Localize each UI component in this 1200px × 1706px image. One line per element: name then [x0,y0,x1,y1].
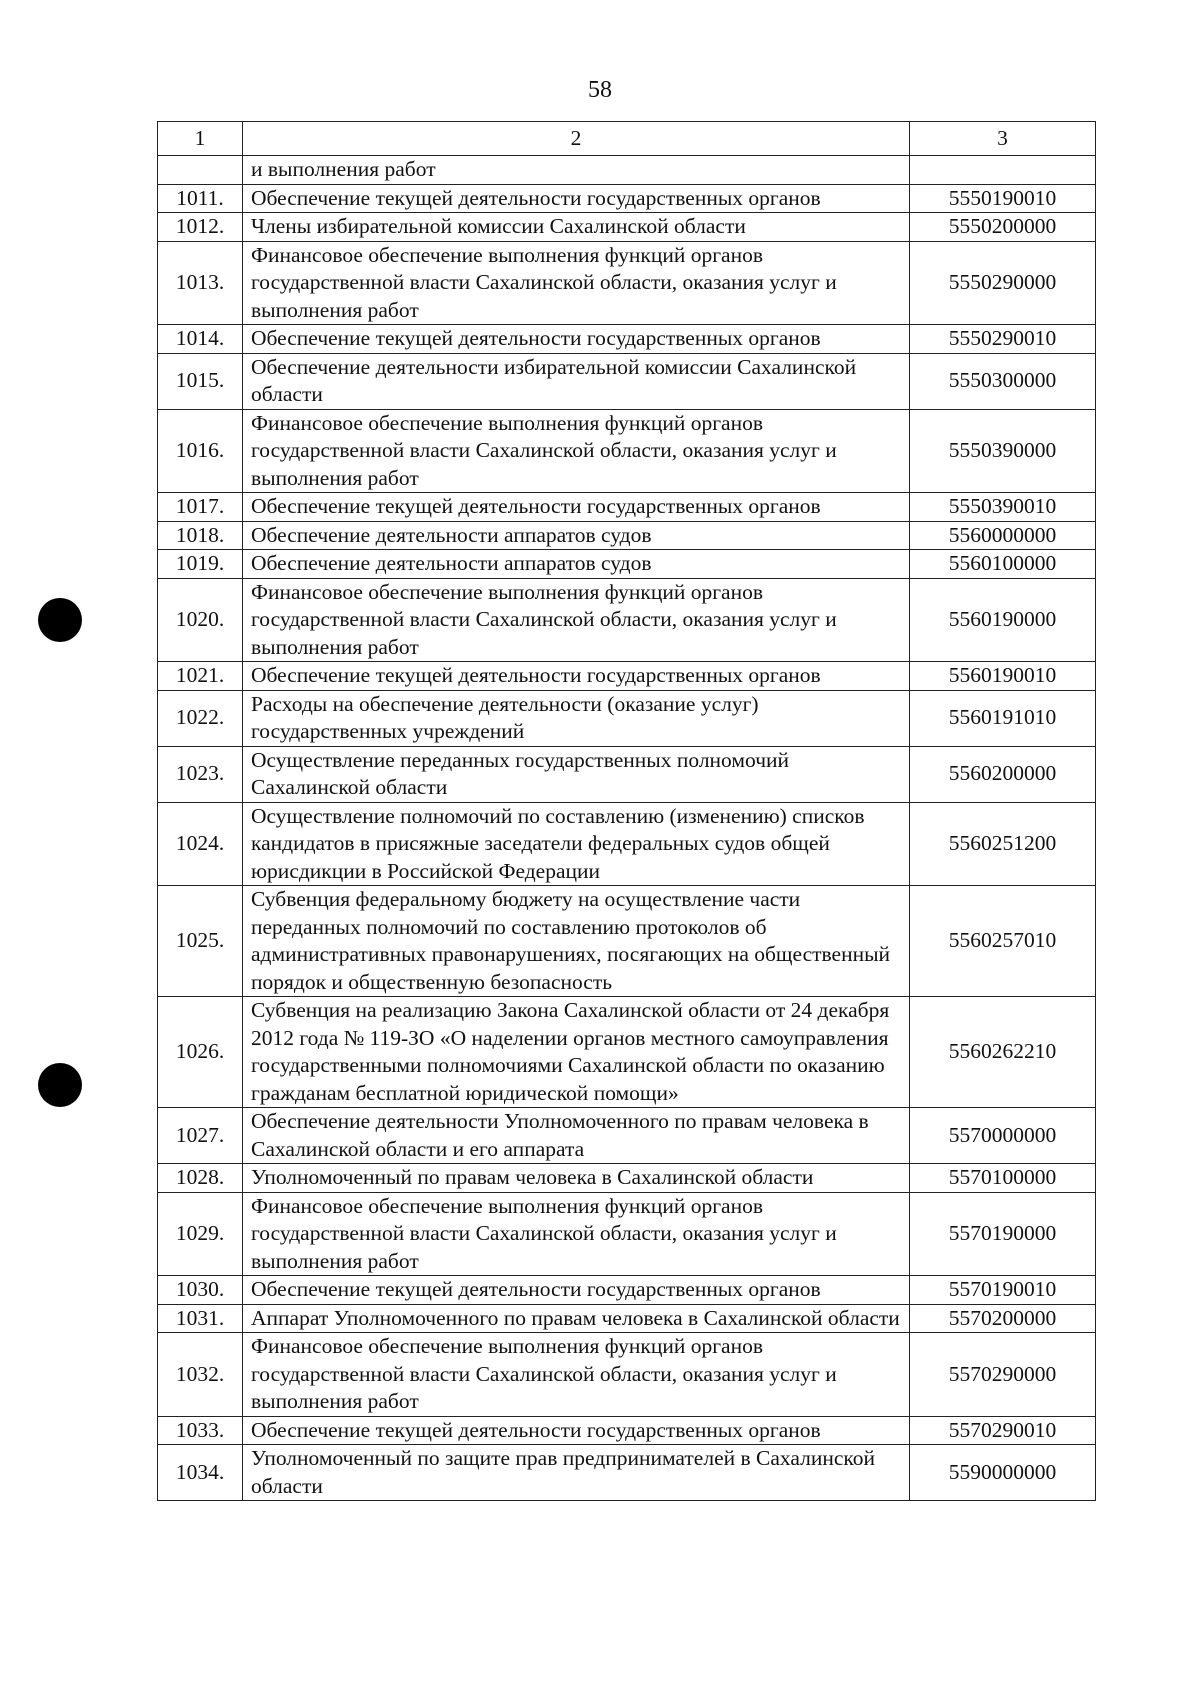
row-code: 5550290000 [910,241,1096,325]
binder-hole [38,598,82,642]
table-row [158,550,1096,579]
row-number: 1011. [158,184,243,213]
row-code: 5560262210 [910,997,1096,1108]
header-col-1: 1 [158,122,243,156]
row-number [158,156,243,185]
header-row [158,122,1096,156]
row-code: 5560191010 [910,690,1096,746]
row-code: 5560200000 [910,746,1096,802]
row-number: 1014. [158,325,243,354]
row-name: Субвенция на реализацию Закона Сахалинской области от 24 декабря 2012 года № 119-ЗО «О наделении органов местного самоуправления государственными полномочиями Сахалинской области по оказанию гражданам бесплатной юридической помощи» [243,997,910,1108]
row-name: Аппарат Уполномоченного по правам человека в Сахалинской области [243,1304,910,1333]
row-name: Расходы на обеспечение деятельности (оказание услуг) государственных учреждений [243,690,910,746]
row-name: Обеспечение текущей деятельности государственных органов [243,493,910,522]
table-row [158,690,1096,746]
row-code [910,156,1096,185]
row-number: 1016. [158,409,243,493]
table-row [158,997,1096,1108]
row-code: 5550390000 [910,409,1096,493]
row-name: Финансовое обеспечение выполнения функций органов государственной власти Сахалинской области, оказания услуг и выполнения работ [243,409,910,493]
row-name: Финансовое обеспечение выполнения функций органов государственной власти Сахалинской области, оказания услуг и выполнения работ [243,578,910,662]
row-code: 5570290000 [910,1333,1096,1417]
row-name: Осуществление полномочий по составлению (изменению) списков кандидатов в присяжные заседатели федеральных судов общей юрисдикции в Российской Федерации [243,802,910,886]
row-number: 1022. [158,690,243,746]
row-number: 1028. [158,1164,243,1193]
table-row [158,521,1096,550]
table-body [158,156,1096,1501]
row-number: 1027. [158,1108,243,1164]
row-code: 5550190010 [910,184,1096,213]
row-code: 5550290010 [910,325,1096,354]
table-row [158,325,1096,354]
row-number: 1032. [158,1333,243,1417]
row-number: 1023. [158,746,243,802]
row-name: Финансовое обеспечение выполнения функций органов государственной власти Сахалинской области, оказания услуг и выполнения работ [243,1333,910,1417]
table-row [158,353,1096,409]
row-number: 1018. [158,521,243,550]
row-code: 5560000000 [910,521,1096,550]
row-code: 5560190010 [910,662,1096,691]
header-col-2: 2 [243,122,910,156]
table-row [158,493,1096,522]
row-number: 1024. [158,802,243,886]
row-code: 5550200000 [910,213,1096,242]
row-name: Члены избирательной комиссии Сахалинской области [243,213,910,242]
row-number: 1020. [158,578,243,662]
table-row [158,156,1096,185]
table-row [158,1164,1096,1193]
row-code: 5560190000 [910,578,1096,662]
row-number: 1030. [158,1276,243,1305]
row-number: 1017. [158,493,243,522]
row-number: 1029. [158,1192,243,1276]
row-number: 1012. [158,213,243,242]
table-header [158,122,1096,156]
binder-hole [38,1063,82,1107]
table-row [158,886,1096,997]
budget-classification-table [157,121,1096,1501]
row-name: Обеспечение текущей деятельности государственных органов [243,325,910,354]
row-name: и выполнения работ [243,156,910,185]
row-number: 1013. [158,241,243,325]
row-number: 1031. [158,1304,243,1333]
row-code: 5570200000 [910,1304,1096,1333]
row-number: 1021. [158,662,243,691]
table-row [158,578,1096,662]
row-number: 1034. [158,1445,243,1501]
row-code: 5570100000 [910,1164,1096,1193]
table-row [158,213,1096,242]
table-row [158,746,1096,802]
row-name: Обеспечение текущей деятельности государственных органов [243,184,910,213]
row-name: Уполномоченный по правам человека в Сахалинской области [243,1164,910,1193]
table-row [158,241,1096,325]
row-code: 5570000000 [910,1108,1096,1164]
row-name: Уполномоченный по защите прав предпринимателей в Сахалинской области [243,1445,910,1501]
row-code: 5550390010 [910,493,1096,522]
row-number: 1026. [158,997,243,1108]
row-code: 5570190010 [910,1276,1096,1305]
page-number: 58 [588,77,612,103]
row-code: 5560257010 [910,886,1096,997]
table-row [158,1333,1096,1417]
row-number: 1033. [158,1416,243,1445]
row-name: Финансовое обеспечение выполнения функций органов государственной власти Сахалинской области, оказания услуг и выполнения работ [243,1192,910,1276]
table-row [158,1192,1096,1276]
row-name: Субвенция федеральному бюджету на осуществление части переданных полномочий по составлению протоколов об административных правонарушениях, посягающих на общественный порядок и общественную безопасность [243,886,910,997]
row-name: Финансовое обеспечение выполнения функций органов государственной власти Сахалинской области, оказания услуг и выполнения работ [243,241,910,325]
header-col-3: 3 [910,122,1096,156]
row-name: Обеспечение деятельности Уполномоченного по правам человека в Сахалинской области и его аппарата [243,1108,910,1164]
row-number: 1019. [158,550,243,579]
table-row [158,662,1096,691]
row-code: 5570290010 [910,1416,1096,1445]
row-name: Обеспечение деятельности аппаратов судов [243,521,910,550]
table-row [158,1416,1096,1445]
row-code: 5570190000 [910,1192,1096,1276]
row-code: 5560100000 [910,550,1096,579]
row-name: Обеспечение текущей деятельности государственных органов [243,1276,910,1305]
row-name: Обеспечение текущей деятельности государственных органов [243,1416,910,1445]
row-code: 5590000000 [910,1445,1096,1501]
table-row [158,1304,1096,1333]
table-row [158,1108,1096,1164]
row-name: Обеспечение деятельности избирательной комиссии Сахалинской области [243,353,910,409]
row-code: 5550300000 [910,353,1096,409]
row-name: Осуществление переданных государственных полномочий Сахалинской области [243,746,910,802]
table-row [158,184,1096,213]
row-name: Обеспечение деятельности аппаратов судов [243,550,910,579]
table-row [158,1276,1096,1305]
table-row [158,409,1096,493]
row-name: Обеспечение текущей деятельности государственных органов [243,662,910,691]
table-row [158,802,1096,886]
row-number: 1015. [158,353,243,409]
row-number: 1025. [158,886,243,997]
row-code: 5560251200 [910,802,1096,886]
table-row [158,1445,1096,1501]
